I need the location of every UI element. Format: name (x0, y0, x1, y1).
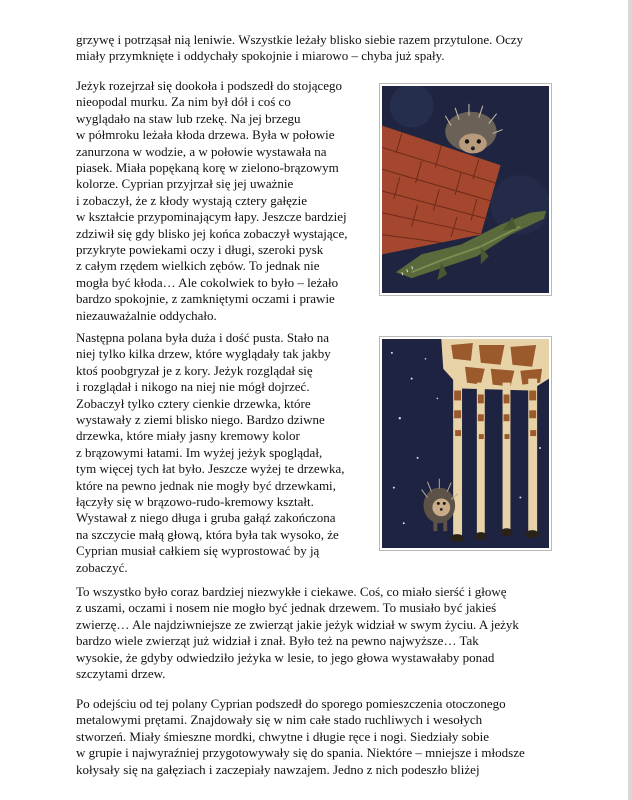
text-line: w półmroku leżała kłoda drzewa. Była w połowie (76, 127, 335, 143)
text-line: wyglądało na staw lub rzekę. Na jej brzegu (76, 110, 301, 126)
text-line: Następna polana była duża i dość pusta. Stało na (76, 330, 330, 345)
hedgehog-crocodile-drawing (382, 86, 549, 293)
paragraph-lions-end (76, 32, 523, 65)
text-line: Wystawał z niego długa i gruba gałąź zakończona (76, 510, 336, 526)
text-line: przykryte powiekami oczy i długi, szeroki pysk (76, 242, 324, 258)
text-line: szczytami drzew. (76, 666, 166, 682)
text-line: drzewka, które miały jasny kremowy kolor (76, 428, 300, 444)
text-line: łączyły się w brązowo-rudo-kremowy kształt. (76, 494, 314, 510)
text-line: stworzeń. Miały śmieszne mordki, chwytne i długie ręce i nogi. Siedziały sobie (76, 728, 490, 744)
text-line: z całym rzędem wielkich zębów. To jednak nie (76, 258, 320, 274)
text-line: które na pewno jednak nie mogły być drzewkami, (76, 477, 336, 493)
text-line: i zobaczył, że z kłody wystają cztery gałęzie (76, 192, 307, 208)
text-line: grzywę i potrząsał nią leniwie. Wszystkie leżały blisko siebie razem przytulone. Oczy (76, 32, 524, 47)
illustration-hedgehog-giraffe (379, 336, 552, 551)
illustration-hedgehog-crocodile (379, 83, 552, 296)
hedgehog-giraffe-drawing (382, 339, 549, 548)
text-line: To wszystko było coraz bardziej niezwykłe i ciekawe. Coś, co miało sierść i głowę (76, 584, 507, 599)
text-line: Po odejściu od tej polany Cyprian podszedł do sporego pomieszczenia otoczonego (76, 696, 506, 711)
page-edge (628, 0, 632, 800)
text-line: Jeżyk rozejrzał się dookoła i podszedł do stojącego (76, 78, 343, 93)
text-line: zanurzona w wodzie, a w połowie wystawała na (76, 143, 327, 159)
text-line: na szczycie małą głową, która była tak wysoko, że (76, 526, 339, 542)
text-line: Cyprian musiał całkiem się wyprostować by ją (76, 543, 320, 559)
text-line: metalowymi prętami. Znajdowały się w nim całe stado ruchliwych i wesołych (76, 712, 483, 728)
text-line: wysokie, że gdyby odwiedziło jeżyka w lesie, to jego głowa wystawałaby ponad (76, 649, 495, 665)
text-line: zdziwił się gdy blisko jej końca zobaczył wystające, (76, 225, 348, 241)
text-line: bardzo spokojnie, z zamkniętymi oczami i prawie (76, 291, 335, 307)
text-line: z uszami, oczami i nosem nie mogło być jednak drzewem. To musiało być jakieś (76, 600, 497, 616)
paragraph-strange-animal (76, 584, 519, 682)
text-line: i rozglądał i nikogo na niej nie mógł dojrzeć. (76, 379, 310, 395)
text-line: zwierzę… Ale najdziwniejsze ze zwierząt jakie jeżyk widział w swym życiu. A jeżyk (76, 616, 519, 632)
text-line: bardzo wiele zwierząt już widział i znał. Było też na pewno najwyższe… Tak (76, 633, 479, 649)
text-line: kolorze. Cyprian przyjrzał się jej uważnie (76, 176, 294, 192)
text-line: w kształcie przypominającym łapy. Jeszcze bardziej (76, 209, 347, 225)
paragraph-monkeys (76, 696, 525, 778)
paragraph-crocodile (76, 78, 347, 324)
text-line: piasek. Miała popękaną korę w zielono-brązowym (76, 160, 339, 176)
text-line: miały przymknięte i oddychały spokojnie i miarowo – chyba już spały. (76, 48, 445, 64)
text-line: wystawały z ziemi blisko niego. Bardzo dziwne (76, 412, 325, 428)
text-line: kołysały się na gałęziach i zaczepiały nawzajem. Jedno z nich podeszło bliżej (76, 761, 480, 777)
text-line: Zobaczył tylko cztery cienkie drzewka, które (76, 395, 311, 411)
text-line: ktoś poobgryzał je z kory. Jeżyk rozglądał się (76, 362, 313, 378)
text-line: tym więcej tych łat było. Jeszcze wyżej te drzewka, (76, 461, 345, 477)
text-line: niezauważalnie oddychało. (76, 307, 217, 323)
text-line: nieopodal murku. Za nim był dół i coś co (76, 94, 291, 110)
text-line: niej tylko kilka drzew, które wyglądały tak jakby (76, 346, 331, 362)
text-line: w grupie i najwyraźniej przygotowywały się do spania. Niektóre – mniejsze i młodsze (76, 745, 525, 761)
text-line: mogła być kłoda… Ale cokolwiek to było – leżało (76, 274, 339, 290)
paragraph-giraffe-legs (76, 330, 345, 576)
text-line: z brązowymi łatami. Im wyżej jeżyk spoglądał, (76, 444, 323, 460)
text-line: zobaczyć. (76, 559, 128, 575)
